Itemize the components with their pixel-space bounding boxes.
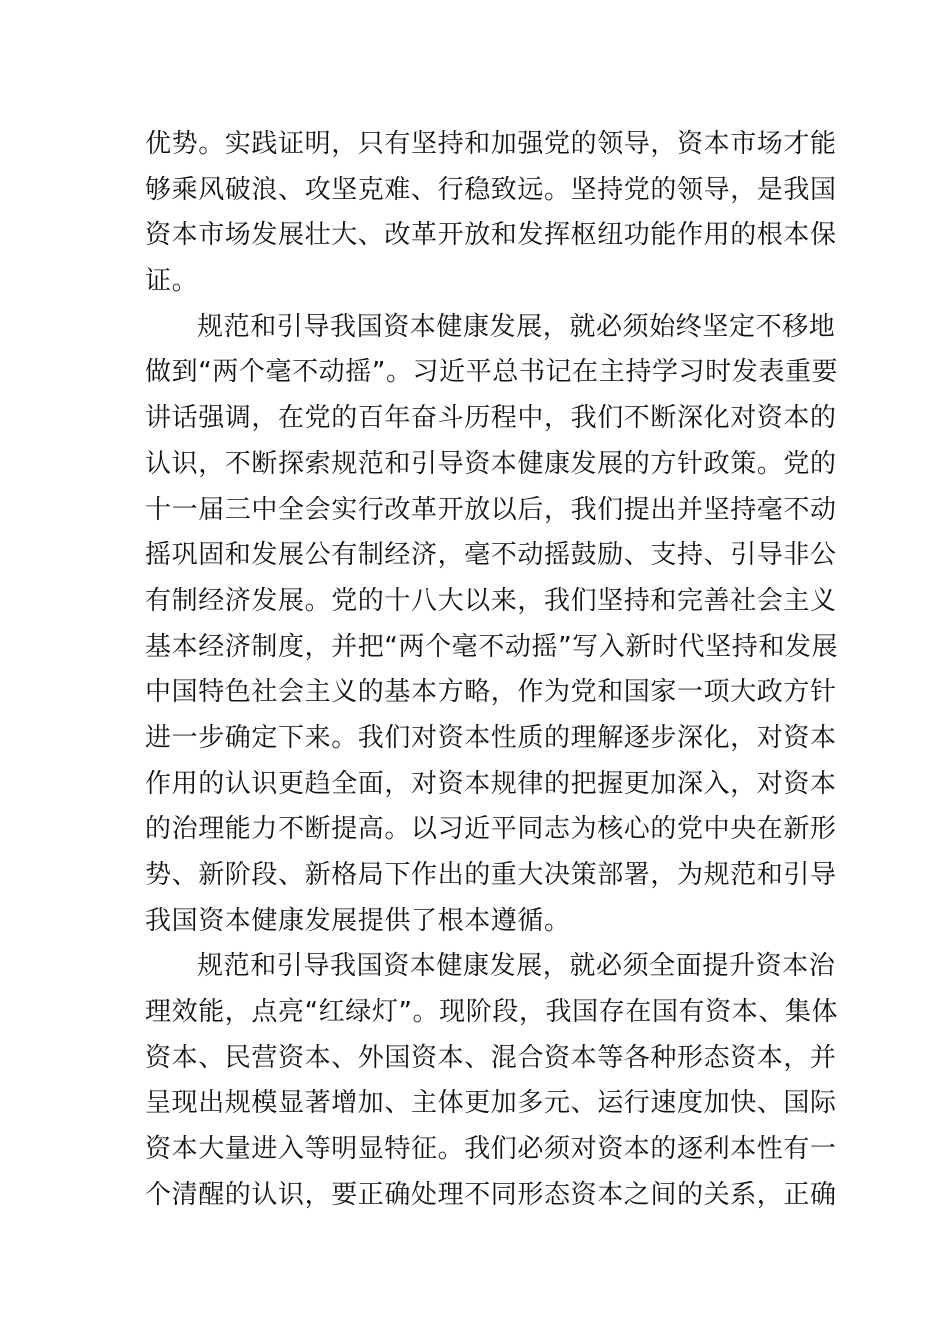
paragraph-first-line: 规范和引导我国资本健康发展，就必须始终坚定不移地 xyxy=(197,311,836,342)
text-line: 呈现出规模显著增加、主体更加多元、运行速度加快、国际 xyxy=(145,1088,837,1119)
text-line: 中国特色社会主义的基本方略，作为党和国家一项大政方针 xyxy=(145,677,837,708)
text-line: 基本经济制度，并把“两个毫不动摇”写入新时代坚持和发展 xyxy=(145,631,839,662)
text-line: 十一届三中全会实行改革开放以后，我们提出并坚持毫不动 xyxy=(145,494,837,525)
text-line: 作用的认识更趋全面，对资本规律的把握更加深入，对资本 xyxy=(145,768,837,799)
text-line: 个清醒的认识，要正确处理不同形态资本之间的关系，正确 xyxy=(145,1179,837,1210)
text-line: 势、新阶段、新格局下作出的重大决策部署，为规范和引导 xyxy=(145,860,837,890)
text-line: 有制经济发展。党的十八大以来，我们坚持和完善社会主义 xyxy=(145,585,837,616)
text-line: 讲话强调，在党的百年奋斗历程中，我们不断深化对资本的 xyxy=(145,403,837,434)
text-line: 理效能，点亮“红绿灯”。现阶段，我国存在国有资本、集体 xyxy=(145,997,839,1028)
text-line: 优势。实践证明，只有坚持和加强党的领导，资本市场才能 xyxy=(145,129,837,159)
text-line: 证。 xyxy=(145,266,199,297)
text-line: 够乘风破浪、攻坚克难、行稳致远。坚持党的领导，是我国 xyxy=(145,174,837,205)
text-line: 做到“两个毫不动摇”。习近平总书记在主持学习时发表重要 xyxy=(145,357,839,388)
text-line: 资本、民营资本、外国资本、混合资本等各种形态资本，并 xyxy=(145,1042,837,1073)
text-line: 的治理能力不断提高。以习近平同志为核心的党中央在新形 xyxy=(145,814,837,845)
text-line: 资本市场发展壮大、改革开放和发挥枢纽功能作用的根本保 xyxy=(145,220,837,251)
text-line: 资本大量进入等明显特征。我们必须对资本的逐利本性有一 xyxy=(145,1134,837,1165)
text-line: 摇巩固和发展公有制经济，毫不动摇鼓励、支持、引导非公 xyxy=(145,540,837,571)
text-line: 进一步确定下来。我们对资本性质的理解逐步深化，对资本 xyxy=(145,722,837,753)
paragraph-first-line: 规范和引导我国资本健康发展，就必须全面提升资本治 xyxy=(197,951,836,982)
text-line: 认识，不断探索规范和引导资本健康发展的方针政策。党的 xyxy=(145,448,837,479)
text-line: 我国资本健康发展提供了根本遵循。 xyxy=(145,905,571,936)
document-body xyxy=(145,122,839,1219)
